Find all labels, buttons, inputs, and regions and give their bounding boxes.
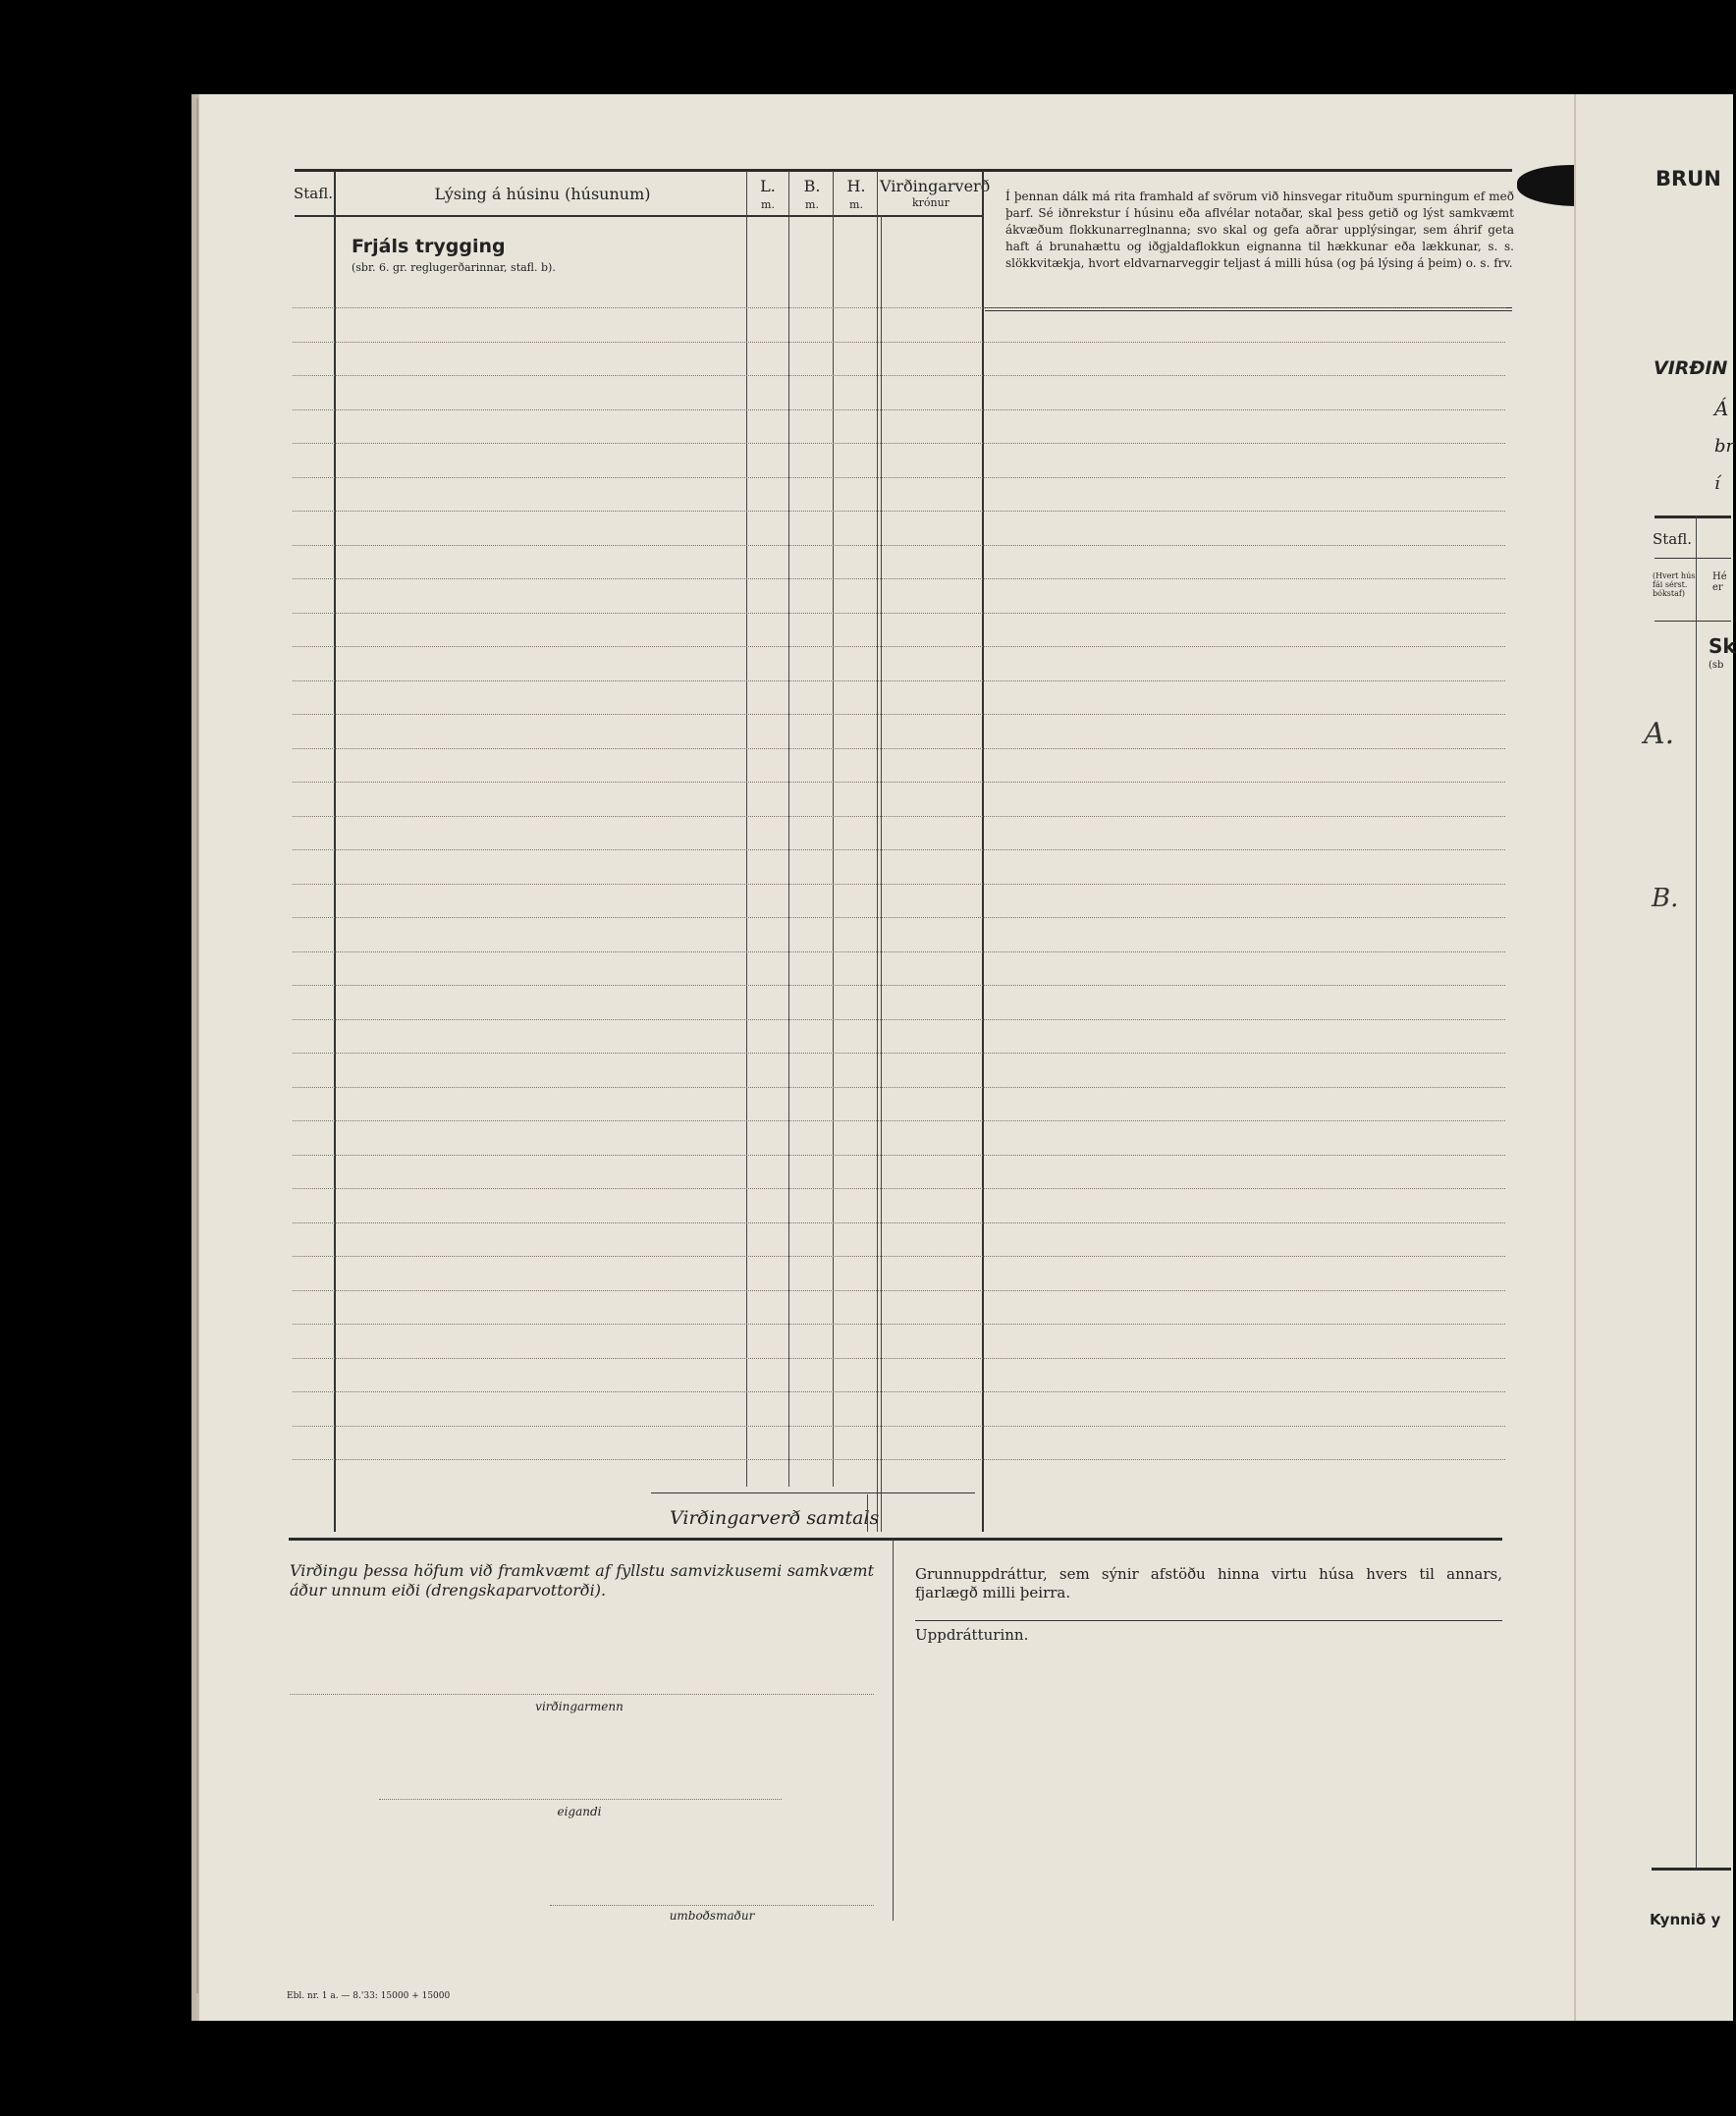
facing-rule bbox=[1652, 1868, 1731, 1871]
owner-label: eigandi bbox=[557, 1805, 602, 1818]
total-label: Virðingarverð samtals bbox=[670, 1507, 880, 1529]
ruled-line bbox=[293, 680, 1505, 681]
total-rule bbox=[651, 1492, 975, 1493]
ruled-line bbox=[293, 578, 1505, 579]
section-title: Frjáls trygging bbox=[352, 236, 506, 257]
ruled-line bbox=[293, 1222, 1505, 1223]
facing-rule bbox=[1655, 558, 1731, 559]
ruled-line bbox=[293, 511, 1505, 512]
facing-divider bbox=[1696, 515, 1697, 1871]
facing-rule bbox=[1655, 515, 1731, 518]
facing-rule bbox=[1655, 621, 1731, 622]
facing-a: Á bbox=[1714, 397, 1729, 420]
ruled-line bbox=[293, 1087, 1505, 1088]
appraisers-label: virðingarmenn bbox=[535, 1700, 624, 1713]
top-rule bbox=[295, 169, 1512, 172]
ruled-line bbox=[293, 375, 1505, 376]
ruled-line bbox=[293, 646, 1505, 647]
ruled-line bbox=[293, 1459, 1505, 1460]
column-divider bbox=[833, 171, 834, 1487]
facing-sb: (sb bbox=[1709, 660, 1724, 671]
col-value-header: Virðingarverð bbox=[880, 177, 991, 195]
ruled-line bbox=[293, 613, 1505, 614]
ruled-line bbox=[293, 849, 1505, 850]
ruled-line bbox=[293, 884, 1505, 885]
column-divider bbox=[788, 171, 789, 1487]
facing-page-title: BRUN bbox=[1655, 167, 1721, 190]
ruled-line bbox=[293, 443, 1505, 444]
ruled-line bbox=[293, 1155, 1505, 1156]
ruled-line bbox=[293, 917, 1505, 918]
ruled-line bbox=[293, 816, 1505, 817]
ruled-line bbox=[293, 1290, 1505, 1291]
facing-sk: Sk bbox=[1709, 634, 1736, 658]
column-divider bbox=[881, 215, 882, 1532]
note-rule bbox=[985, 310, 1512, 311]
ruled-line bbox=[293, 1188, 1505, 1189]
plan-rule bbox=[915, 1620, 1502, 1621]
facing-i: í bbox=[1714, 473, 1720, 494]
signature-line bbox=[550, 1905, 874, 1906]
ruled-line bbox=[293, 1358, 1505, 1359]
col-l-header: L. bbox=[760, 177, 776, 195]
ruled-line bbox=[293, 342, 1505, 343]
handwritten-b: B. bbox=[1652, 884, 1679, 913]
ledger-page bbox=[199, 94, 1574, 2021]
col-value-unit: krónur bbox=[912, 196, 949, 209]
ruled-line bbox=[293, 714, 1505, 715]
print-footer: Ebl. nr. 1 a. — 8.'33: 15000 + 15000 bbox=[287, 1991, 451, 2001]
total-divider bbox=[867, 1494, 868, 1532]
agent-label: umboðsmaður bbox=[669, 1909, 755, 1923]
ruled-line bbox=[293, 748, 1505, 749]
ruled-line bbox=[293, 1324, 1505, 1325]
facing-kynnid: Kynnið y bbox=[1650, 1911, 1721, 1928]
col-b-unit: m. bbox=[805, 198, 819, 211]
col-stafl-header: Stafl. bbox=[293, 185, 334, 202]
facing-virdin: VIRÐIN bbox=[1654, 357, 1728, 379]
col-h-header: H. bbox=[846, 177, 866, 195]
ruled-line bbox=[293, 545, 1505, 546]
ruled-line bbox=[293, 477, 1505, 478]
ruled-line bbox=[293, 1053, 1505, 1054]
column-divider bbox=[746, 171, 747, 1487]
note-text: Í þennan dálk má rita framhald af svörum við hinsvegar rituðum spurningum ef með þarf. Sé iðnrekstur í húsinu eða aflvélar notaðar, skal þess getið og lýst samkvæmt ákvæðum flokkunarreglnanna; svo skal og gefa aðrar upplýsingar, sem áhrif geta haft á brunahættu og iðgjaldaflokkun eignanna til hækkunar eða lækkunar, s. s. slökkvitækja, hvort eldvarnarveggir teljast á milli húsa (og þá lýsing á þeim) o. s. frv. bbox=[1005, 190, 1514, 270]
plan-label: Uppdrátturinn. bbox=[915, 1626, 1029, 1644]
facing-page bbox=[1574, 94, 1733, 2021]
oath-text: Virðingu þessa höfum við framkvæmt af fyllstu samvizkusemi samkvæmt áður unnum eiði (drengskaparvottorði). bbox=[290, 1561, 874, 1600]
signature-line bbox=[379, 1799, 782, 1800]
ruled-line bbox=[293, 1391, 1505, 1392]
handwritten-a: A. bbox=[1644, 717, 1675, 751]
facing-hvert: (Hvert hús fái sérst. bókstaf) bbox=[1653, 571, 1696, 598]
facing-he: Hé er bbox=[1712, 571, 1727, 593]
page-edge bbox=[196, 98, 198, 1993]
section-subtitle: (sbr. 6. gr. reglugerðarinnar, stafl. b). bbox=[352, 261, 556, 274]
plan-divider bbox=[893, 1540, 894, 1921]
ruled-line bbox=[293, 985, 1505, 986]
ruled-line bbox=[293, 1019, 1505, 1020]
ruled-line bbox=[293, 307, 1505, 308]
col-b-header: B. bbox=[803, 177, 821, 195]
facing-br: br bbox=[1714, 436, 1735, 457]
col-lysing-header: Lýsing á húsinu (húsunum) bbox=[434, 185, 651, 203]
col-h-unit: m. bbox=[849, 198, 863, 211]
header-rule bbox=[295, 215, 982, 217]
ruled-line bbox=[293, 1426, 1505, 1427]
plan-text: Grunnuppdráttur, sem sýnir afstöðu hinna virtu húsa hvers til annars, fjarlægð milli þeirra. bbox=[915, 1565, 1502, 1601]
ruled-line bbox=[293, 1120, 1505, 1121]
ruled-line bbox=[293, 782, 1505, 783]
col-l-unit: m. bbox=[761, 198, 775, 211]
signature-line bbox=[290, 1694, 874, 1695]
ruled-line bbox=[293, 1256, 1505, 1257]
ruled-line bbox=[293, 409, 1505, 410]
bottom-rule bbox=[289, 1538, 1502, 1541]
facing-stafl: Stafl. bbox=[1653, 530, 1693, 548]
ruled-line bbox=[293, 951, 1505, 952]
